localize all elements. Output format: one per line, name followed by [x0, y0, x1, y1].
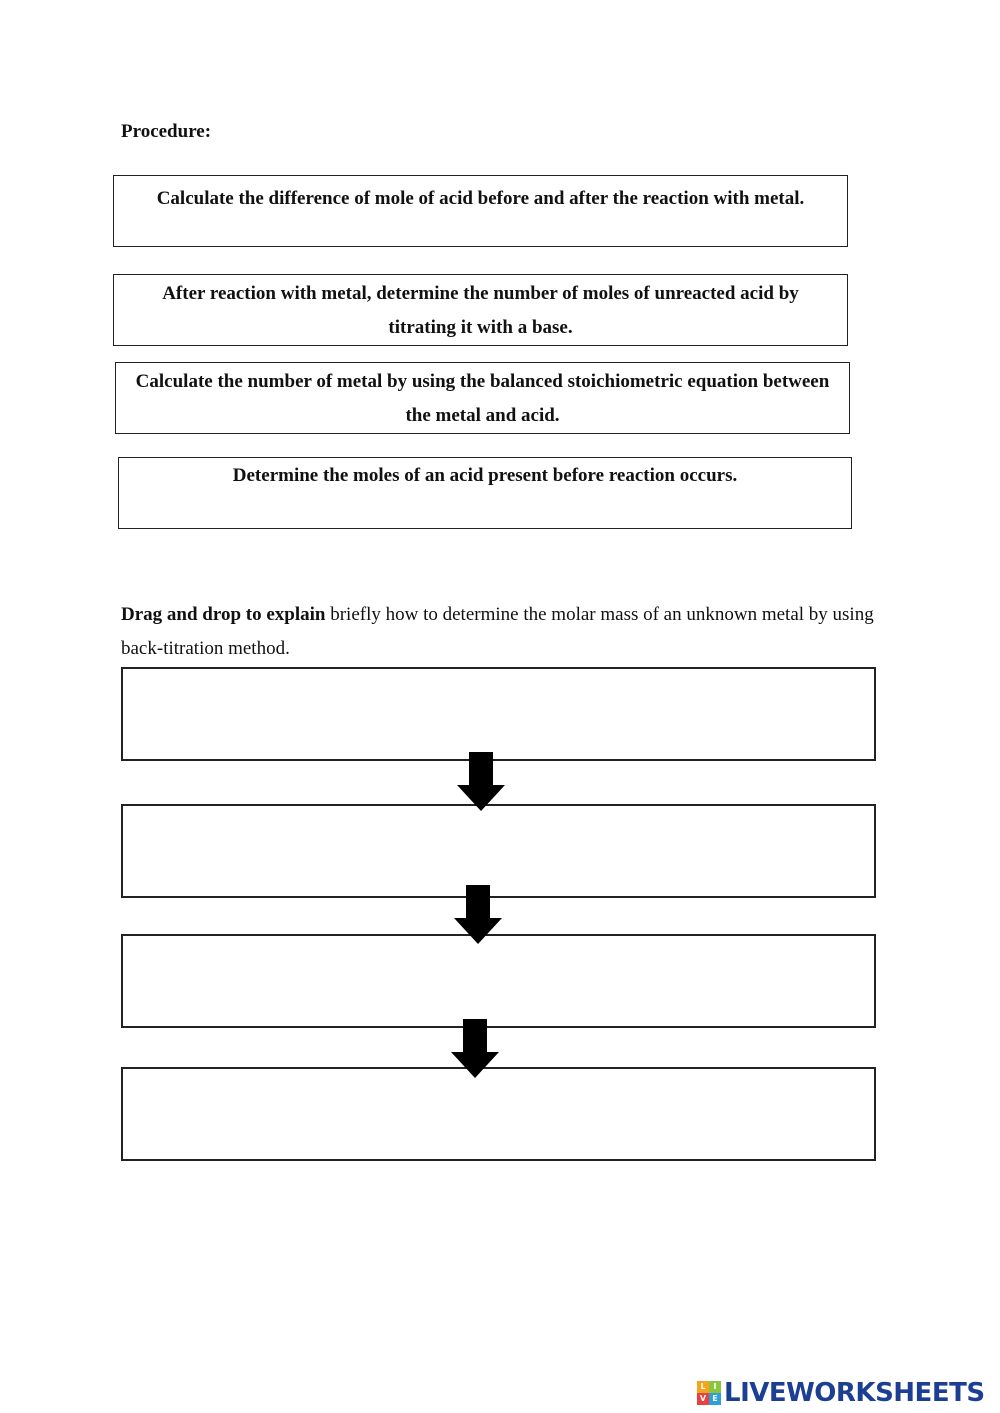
liveworksheets-logo — [697, 1378, 985, 1408]
logo-letter: E — [709, 1393, 721, 1405]
logo-letter: V — [697, 1393, 709, 1405]
draggable-step-card[interactable]: Determine the moles of an acid present before reaction occurs. — [118, 457, 852, 529]
drop-zone-step-4[interactable] — [121, 1067, 876, 1161]
draggable-step-card[interactable]: Calculate the difference of mole of acid before and after the reaction with metal. — [113, 175, 848, 247]
down-arrow-icon — [450, 1019, 500, 1079]
draggable-step-card[interactable]: After reaction with metal, determine the number of moles of unreacted acid by titrating it with a base. — [113, 274, 848, 346]
instruction-rest: briefly how to determine the molar mass of an unknown metal by using back-titration method. — [121, 604, 874, 659]
logo-letter: L — [697, 1381, 709, 1393]
draggable-step-card[interactable]: Calculate the number of metal by using the balanced stoichiometric equation between the metal and acid. — [115, 362, 850, 434]
instruction-text — [121, 598, 891, 666]
down-arrow-icon — [456, 752, 506, 812]
drop-zone-step-1[interactable] — [121, 667, 876, 761]
procedure-heading: Procedure: — [121, 121, 212, 142]
liveworksheets-logo-text: LIVEWORKSHEETS — [724, 1378, 985, 1408]
liveworksheets-logo-icon — [697, 1381, 721, 1405]
logo-letter: I — [709, 1381, 721, 1393]
drop-zone-step-2[interactable] — [121, 804, 876, 898]
instruction-bold: Drag and drop to explain — [121, 604, 326, 625]
down-arrow-icon — [453, 885, 503, 945]
drop-zone-step-3[interactable] — [121, 934, 876, 1028]
